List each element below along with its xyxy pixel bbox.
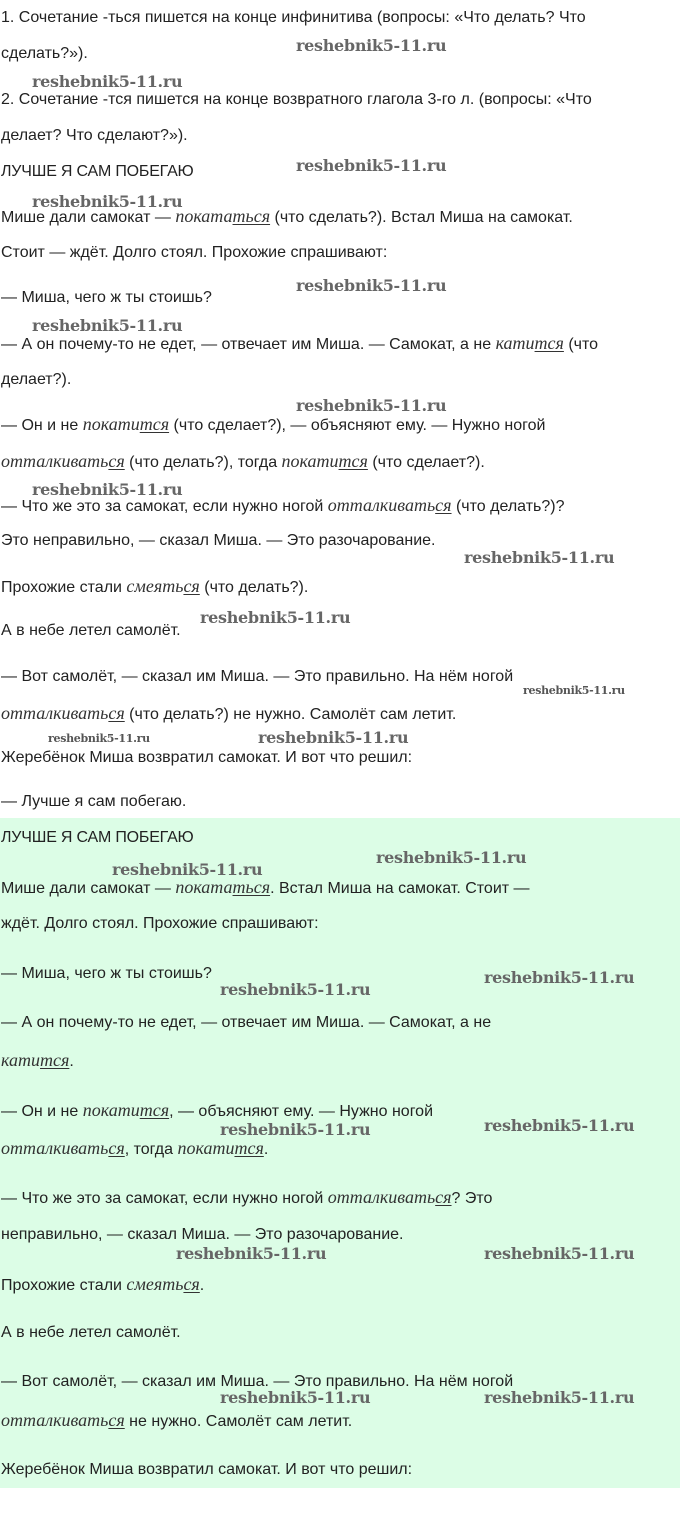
story-1-line-13: отталкиваться (что делать?) не нужно. Самолёт сам летит. xyxy=(1,703,457,723)
story-1-line-1: Мише дали самокат — покататься (что сделать?). Встал Миша на самокат. xyxy=(1,206,573,226)
story-1-line-3: — Миша, чего ж ты стоишь? xyxy=(1,289,212,306)
story-1-line-9: Это неправильно, — сказал Миша. — Это разочарование. xyxy=(1,532,436,549)
watermark: reshebnik5-11.ru xyxy=(176,1244,327,1263)
story-2-line-11: А в небе летел самолёт. xyxy=(1,1324,181,1341)
watermark: reshebnik5-11.ru xyxy=(296,156,447,175)
watermark: reshebnik5-11.ru xyxy=(484,1244,635,1263)
watermark: reshebnik5-11.ru xyxy=(48,732,150,745)
story-1-line-2: Стоит — ждёт. Долго стоял. Прохожие спрашивают: xyxy=(1,244,388,261)
story-2-line-3: — Миша, чего ж ты стоишь? xyxy=(1,965,212,982)
story-1-line-10: Прохожие стали смеяться (что делать?). xyxy=(1,576,309,596)
rule-1-line-1: 1. Сочетание -ться пишется на конце инфинитива (вопросы: «Что делать? Что xyxy=(1,9,586,26)
watermark: reshebnik5-11.ru xyxy=(464,548,615,567)
story-2-line-1: Мише дали самокат — покататься. Встал Миша на самокат. Стоит — xyxy=(1,877,530,897)
story-1-line-14: Жеребёнок Миша возвратил самокат. И вот что решил: xyxy=(1,749,413,766)
story-2-line-4: — А он почему-то не едет, — отвечает им Миша. — Самокат, а не xyxy=(1,1014,492,1031)
handwritten-word: смеяться xyxy=(126,576,200,596)
handwritten-word: покататься xyxy=(175,206,271,226)
watermark: reshebnik5-11.ru xyxy=(32,72,183,91)
story-2-line-10: Прохожие стали смеяться. xyxy=(1,1274,205,1294)
watermark: reshebnik5-11.ru xyxy=(220,1388,371,1407)
watermark: reshebnik5-11.ru xyxy=(484,1116,635,1135)
story-1-line-5: делает?). xyxy=(1,371,72,388)
story-2-line-5: катится. xyxy=(1,1050,74,1070)
handwritten-word: катится xyxy=(1,1050,70,1070)
watermark: reshebnik5-11.ru xyxy=(32,192,183,211)
watermark: reshebnik5-11.ru xyxy=(376,848,527,867)
handwritten-word: покатится xyxy=(82,414,170,434)
handwritten-word: катится xyxy=(495,333,564,353)
story-1-line-4: — А он почему-то не едет, — отвечает им Миша. — Самокат, а не катится (что xyxy=(1,333,599,353)
handwritten-word: отталкиваться xyxy=(1,1410,125,1430)
handwritten-word: отталкиваться xyxy=(327,495,452,515)
watermark: reshebnik5-11.ru xyxy=(220,1120,371,1139)
watermark: reshebnik5-11.ru xyxy=(112,860,263,879)
watermark: reshebnik5-11.ru xyxy=(484,1388,635,1407)
handwritten-word: покатится xyxy=(281,451,368,471)
handwritten-word: отталкиваться xyxy=(1,451,125,471)
story-2-line-7: отталкиваться, тогда покатится. xyxy=(1,1138,269,1158)
watermark: reshebnik5-11.ru xyxy=(32,480,183,499)
handwritten-word: отталкиваться xyxy=(327,1187,452,1207)
watermark: reshebnik5-11.ru xyxy=(296,36,447,55)
story-1-line-11: А в небе летел самолёт. xyxy=(1,622,181,639)
rule-2-line-2: делает? Что сделают?»). xyxy=(1,127,188,144)
handwritten-word: отталкиваться xyxy=(1,703,125,723)
watermark: reshebnik5-11.ru xyxy=(484,968,635,987)
rule-1-line-2: сделать?»). xyxy=(1,45,88,62)
watermark: reshebnik5-11.ru xyxy=(220,980,371,999)
handwritten-word: покататься xyxy=(175,877,271,897)
story-2-line-9: неправильно, — сказал Миша. — Это разочарование. xyxy=(1,1226,404,1243)
handwritten-word: покатится xyxy=(82,1100,170,1120)
watermark: reshebnik5-11.ru xyxy=(200,608,351,627)
story-2-line-6: — Он и не покатится, — объясняют ему. — Нужно ногой xyxy=(1,1100,434,1120)
story-1-line-15: — Лучше я сам побегаю. xyxy=(1,793,187,810)
watermark: reshebnik5-11.ru xyxy=(523,684,625,697)
story-1-line-6: — Он и не покатится (что сделает?), — объясняют ему. — Нужно ногой xyxy=(1,414,546,434)
story-2-title: ЛУЧШЕ Я САМ ПОБЕГАЮ xyxy=(1,829,194,846)
story-2-line-2: ждёт. Долго стоял. Прохожие спрашивают: xyxy=(1,915,319,932)
watermark: reshebnik5-11.ru xyxy=(32,316,183,335)
story-1-line-7: отталкиваться (что делать?), тогда покатится (что сделает?). xyxy=(1,451,485,471)
watermark: reshebnik5-11.ru xyxy=(296,276,447,295)
handwritten-word: смеяться xyxy=(126,1274,200,1294)
story-1-line-8: — Что же это за самокат, если нужно ногой отталкиваться (что делать?)? xyxy=(1,495,565,515)
rule-2-line-1: 2. Сочетание -тся пишется на конце возвратного глагола 3-го л. (вопросы: «Что xyxy=(1,91,592,108)
handwritten-word: покатится xyxy=(177,1138,264,1158)
story-2-line-8: — Что же это за самокат, если нужно ногой отталкиваться? Это xyxy=(1,1187,493,1207)
handwritten-word: отталкиваться xyxy=(1,1138,125,1158)
story-2-line-14: Жеребёнок Миша возвратил самокат. И вот что решил: xyxy=(1,1461,413,1478)
watermark: reshebnik5-11.ru xyxy=(258,728,409,747)
story-2-line-12: — Вот самолёт, — сказал им Миша. — Это правильно. На нём ногой xyxy=(1,1373,514,1390)
watermark: reshebnik5-11.ru xyxy=(296,396,447,415)
story-2-line-13: отталкиваться не нужно. Самолёт сам летит. xyxy=(1,1410,353,1430)
story-1-title: ЛУЧШЕ Я САМ ПОБЕГАЮ xyxy=(1,163,194,180)
story-1-line-12: — Вот самолёт, — сказал им Миша. — Это правильно. На нём ногой xyxy=(1,668,514,685)
